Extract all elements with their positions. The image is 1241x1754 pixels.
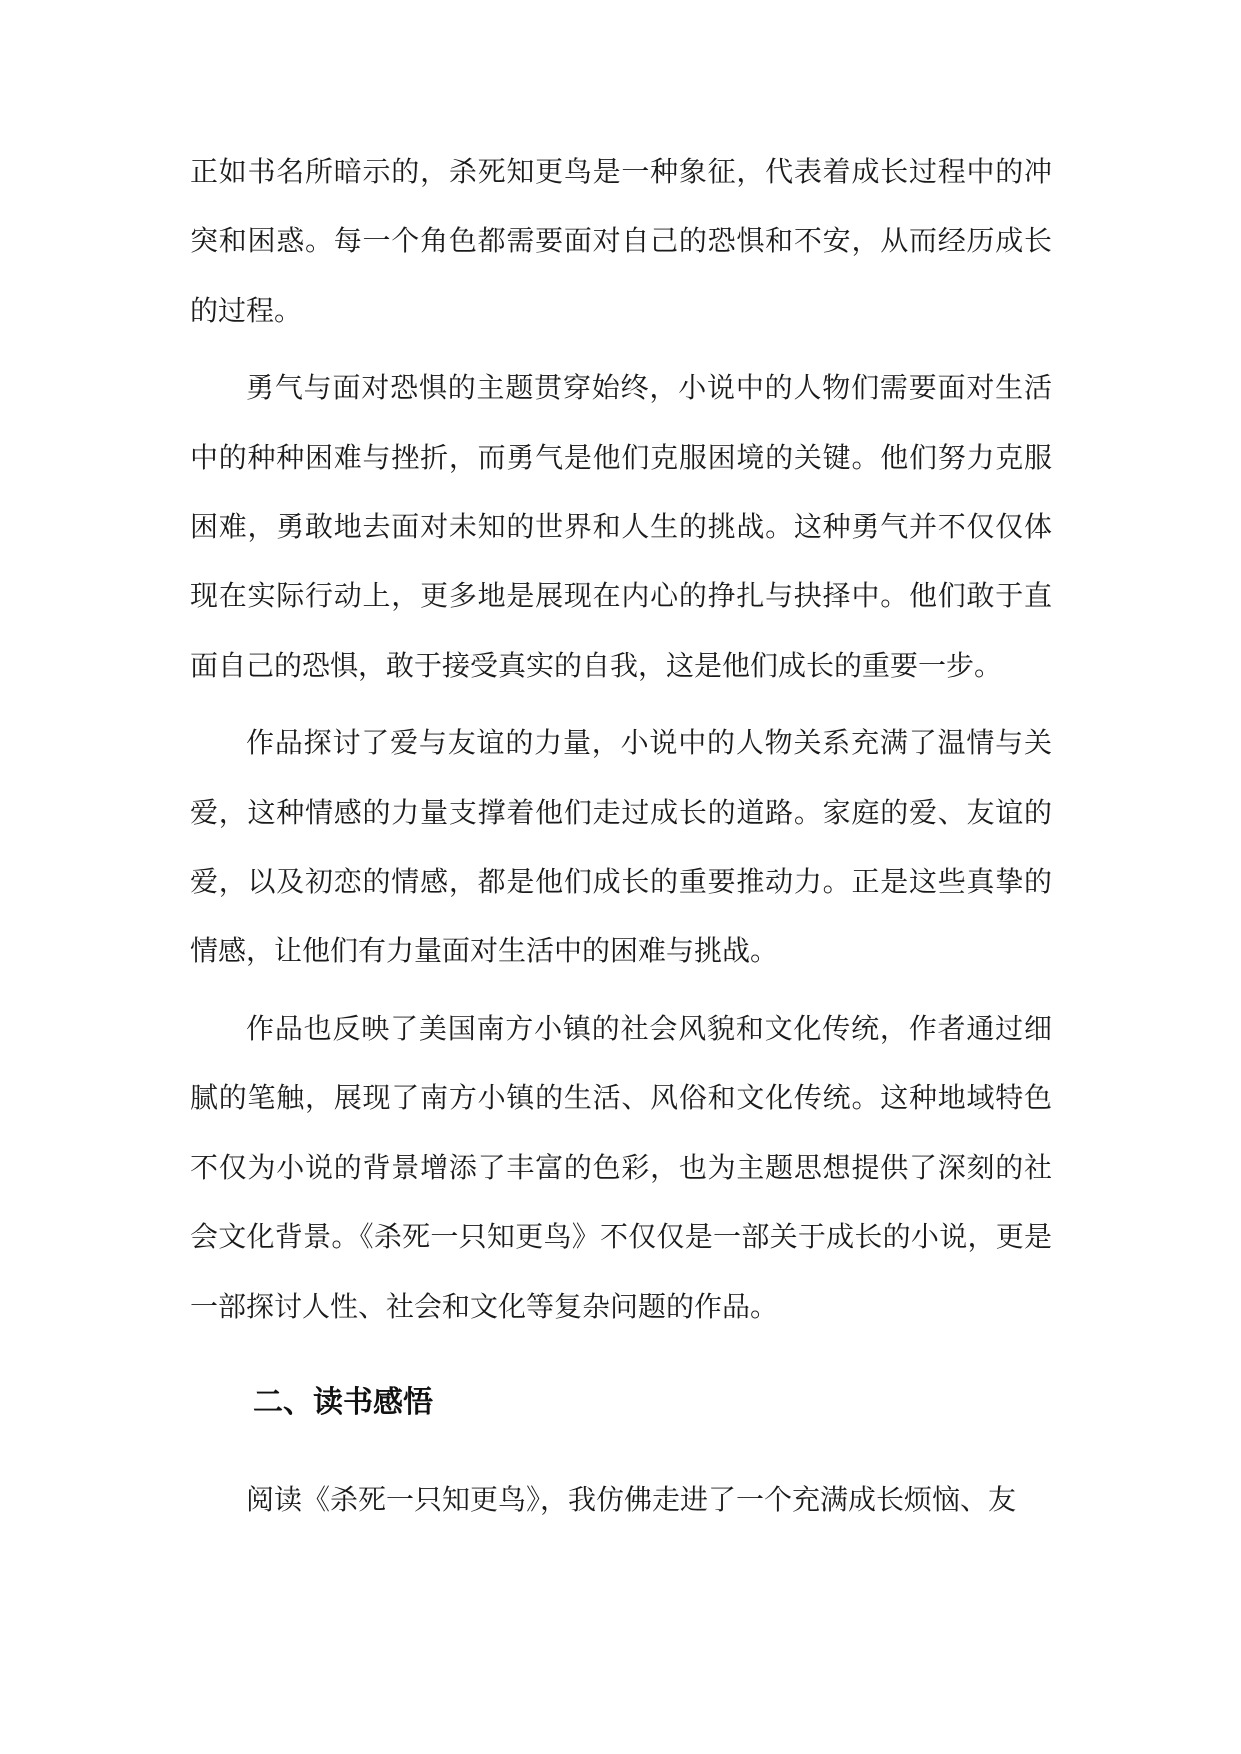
paragraph-love-friendship: 作品探讨了爱与友谊的力量，小说中的人物关系充满了温情与关爱，这种情感的力量支撑着他们走过成长的道路。家庭的爱、友谊的爱，以及初恋的情感，都是他们成长的重要推动力。正是这些真挚的情感，让他们有力量面对生活中的困难与挑战。 — [190, 726, 1052, 968]
paragraph-symbolism: 正如书名所暗示的，杀死知更鸟是一种象征，代表着成长过程中的冲突和困惑。每一个角色都需要面对自己的恐惧和不安，从而经历成长的过程。 — [190, 155, 1052, 327]
paragraph-southern-town: 作品也反映了美国南方小镇的社会风貌和文化传统，作者通过细腻的笔触，展现了南方小镇的生活、风俗和文化传统。这种地域特色不仅为小说的背景增添了丰富的色彩，也为主题思想提供了深刻的社会文化背景。《杀死一只知更鸟》不仅仅是一部关于成长的小说，更是一部探讨人性、社会和文化等复杂问题的作品。 — [190, 1011, 1052, 1323]
section-heading: 二、读书感悟 — [253, 1384, 433, 1420]
paragraph-courage: 勇气与面对恐惧的主题贯穿始终，小说中的人物们需要面对生活中的种种困难与挫折，而勇气是他们克服困境的关键。他们努力克服困难，勇敢地去面对未知的世界和人生的挑战。这种勇气并不仅仅体现在实际行动上，更多地是展现在内心的挣扎与抉择中。他们敢于直面自己的恐惧，敢于接受真实的自我，这是他们成长的重要一步。 — [190, 371, 1052, 682]
paragraph-reading-reflection: 阅读《杀死一只知更鸟》，我仿佛走进了一个充满成长烦恼、友 — [246, 1482, 1017, 1516]
document-body — [190, 137, 1052, 1534]
